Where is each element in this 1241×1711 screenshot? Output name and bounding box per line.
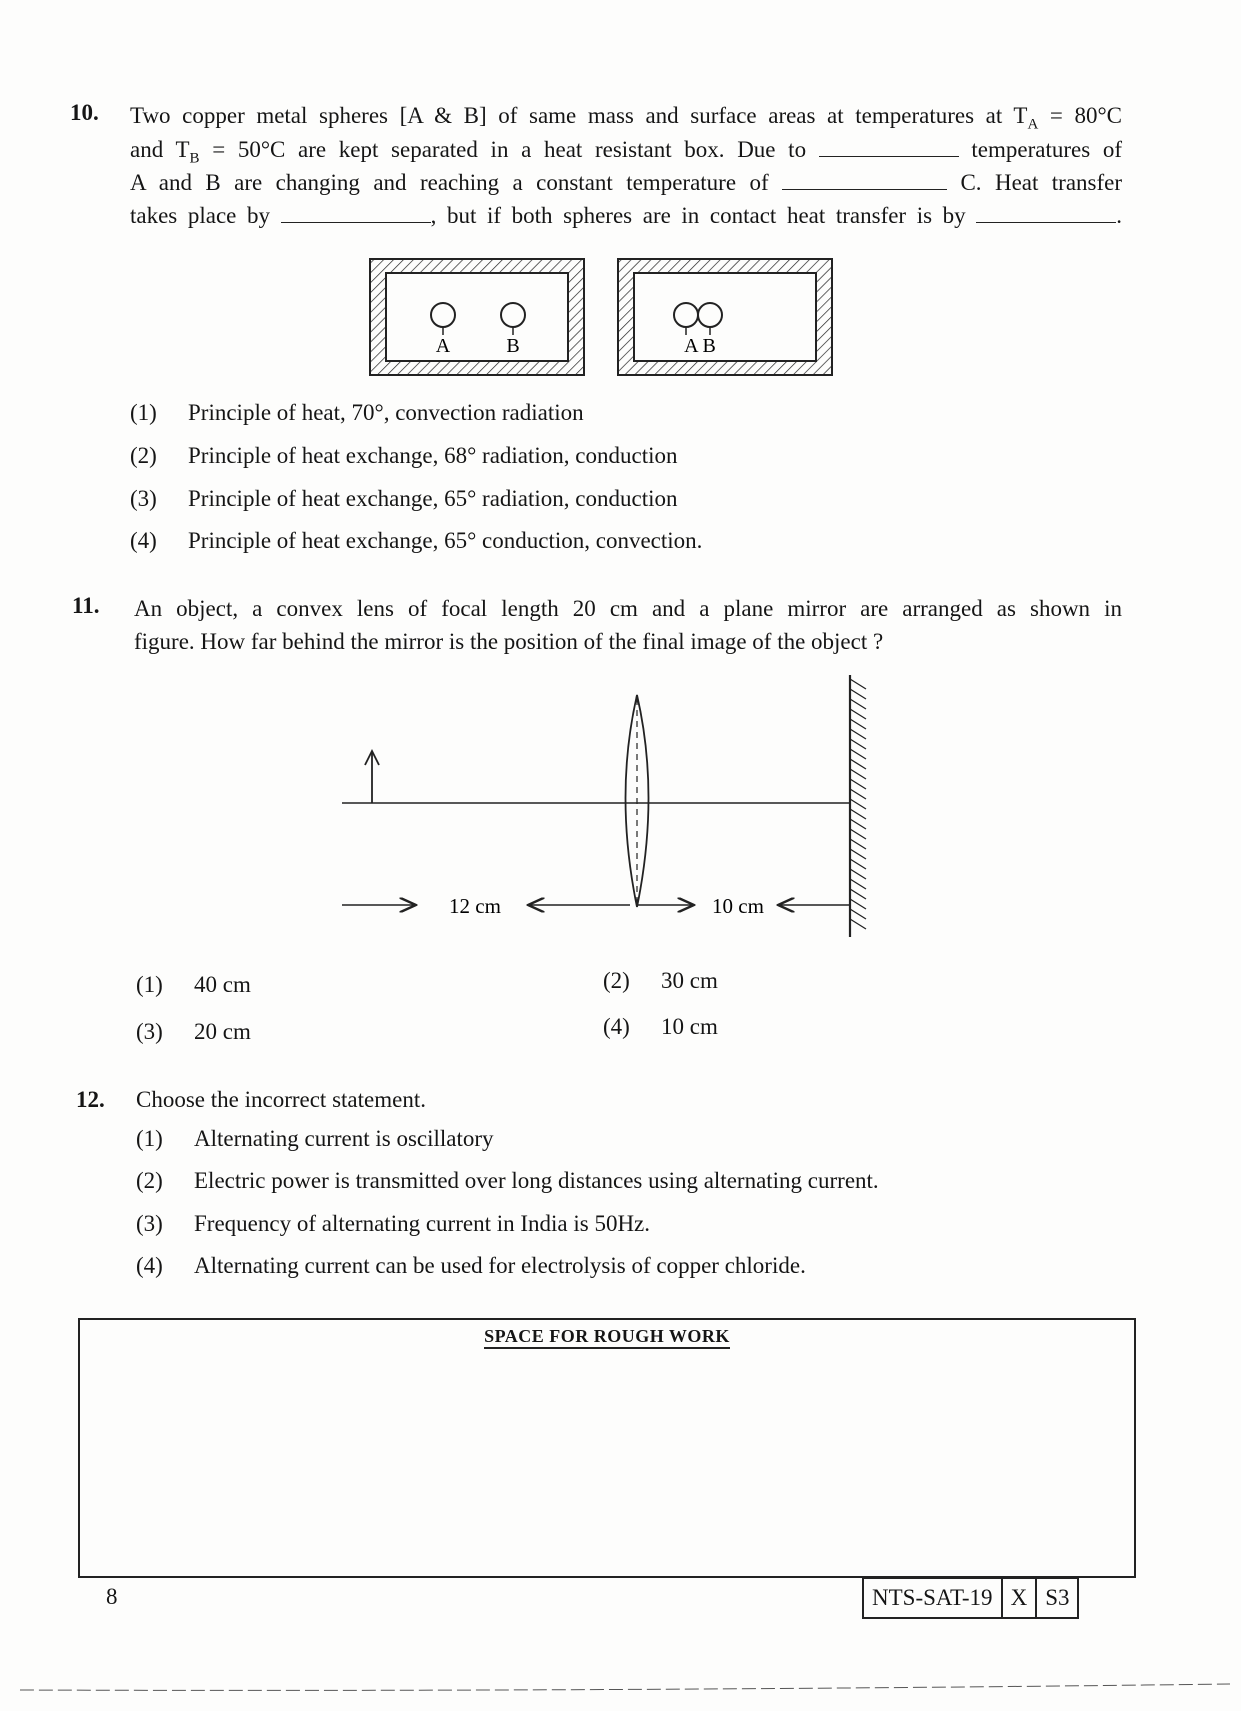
box-separated	[370, 259, 584, 375]
q10-option-2[interactable]: (2) Principle of heat exchange, 68° radiation, conduction	[130, 443, 678, 468]
box-contact	[618, 259, 832, 375]
page-number: 8	[106, 1584, 118, 1609]
q10-option-3[interactable]: (3) Principle of heat exchange, 65° radiation, conduction	[130, 486, 678, 511]
q10-option-4[interactable]: (4) Principle of heat exchange, 65° conduction, convection.	[130, 528, 703, 553]
q10-line2: and $T_B = 50^\circ C$ are kept separated in a heat resistant box. Due to temperatures of	[130, 137, 1123, 167]
q10-stem	[130, 99, 1122, 239]
rough-work-title: SPACE FOR ROUGH WORK	[484, 1326, 730, 1349]
q12-option-4[interactable]: (4) Alternating current can be used for electrolysis of copper chloride.	[136, 1253, 806, 1278]
paper-set: S3	[1035, 1579, 1077, 1617]
q11-number: 11.	[72, 593, 100, 618]
q10-option-1[interactable]: (1) Principle of heat, 70°, convection radiation	[130, 400, 584, 425]
q11-line2: figure. How far behind the mirror is the position of the final image of the object ?	[134, 629, 884, 654]
q10-line4: takes place by , but if both spheres are in contact heat transfer is by .	[130, 203, 1123, 228]
q12-option-2[interactable]: (2) Electric power is transmitted over long distances using alternating current.	[136, 1168, 879, 1193]
q11-option-3[interactable]: (3) 20 cm	[136, 1019, 251, 1044]
label-b: B	[506, 335, 520, 357]
q12-number: 12.	[76, 1087, 105, 1112]
blank-2	[782, 171, 947, 190]
label-ab: A B	[684, 335, 716, 357]
paper-code-box	[862, 1577, 1079, 1619]
blank-3	[281, 204, 431, 223]
blank-1	[819, 138, 959, 157]
q11-figure	[330, 665, 890, 955]
distance-lens-mirror: 10 cm	[712, 894, 764, 918]
q10-figure	[368, 255, 838, 385]
distance-object-lens: 12 cm	[449, 894, 501, 918]
paper-code: NTS-SAT-19	[872, 1585, 993, 1610]
q12-option-1[interactable]: (1) Alternating current is oscillatory	[136, 1126, 494, 1151]
q12-stem: Choose the incorrect statement.	[136, 1087, 426, 1112]
q10-line1: Two copper metal spheres [A & B] of same mass and surface areas at temperatures at $T_A = 80^\circ C$	[130, 103, 1122, 133]
bottom-edge-line	[0, 1680, 1241, 1700]
q11-stem	[134, 592, 1122, 662]
q11-option-4[interactable]: (4) 10 cm	[603, 1014, 718, 1039]
rough-work-area[interactable]	[78, 1318, 1136, 1578]
q12-option-3[interactable]: (3) Frequency of alternating current in India is 50Hz.	[136, 1211, 651, 1236]
label-a: A	[435, 335, 451, 357]
q11-line1: An object, a convex lens of focal length 20 cm and a plane mirror are arranged as shown in	[134, 596, 1122, 621]
q11-option-1[interactable]: (1) 40 cm	[136, 972, 251, 997]
blank-4	[976, 204, 1116, 223]
q10-number: 10.	[70, 100, 99, 125]
q10-line3: A and B are changing and reaching a constant temperature of C. Heat transfer	[130, 170, 1123, 195]
q11-option-2[interactable]: (2) 30 cm	[603, 968, 718, 993]
paper-class: X	[1001, 1579, 1036, 1617]
